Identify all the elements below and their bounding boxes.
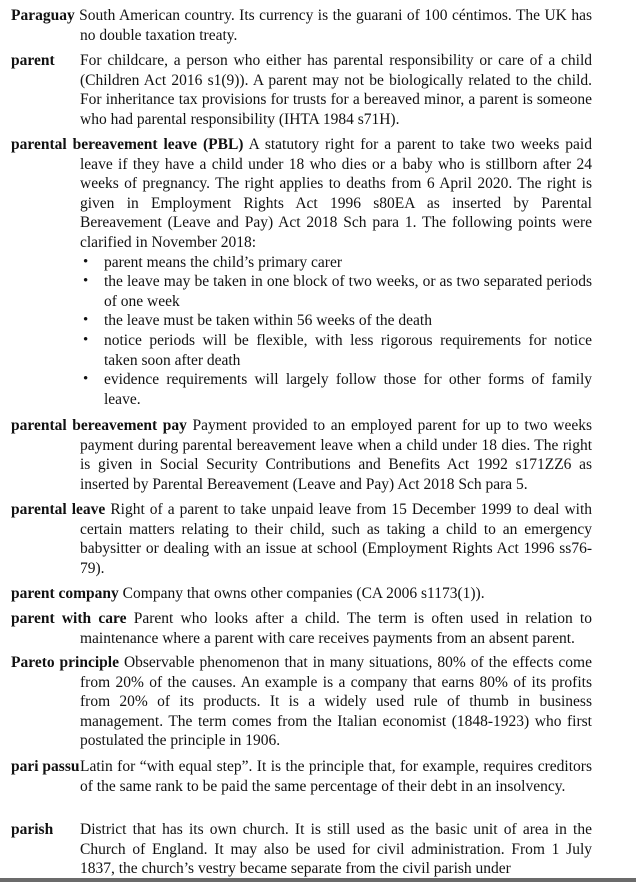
entry-definition: Parent who looks after a child. The term is often used in relation to maintenance where a parent with care receives payments from an absent parent. [80,610,592,647]
entry-term: parent company [11,585,119,602]
entry-term: parent [11,52,55,69]
entry-parental-bereavement-pay [0,416,636,494]
entry-parental-leave [0,500,636,578]
entry-term: parish [11,821,54,838]
entry-term: parental bereavement leave (PBL) [11,136,244,153]
entry-term: Paraguay [11,7,75,24]
entry-pareto-principle [0,653,636,751]
entry-term: pari passu [11,758,80,775]
entry-parent [0,51,636,129]
list-item: • the leave must be taken within 56 weeks of the death [80,311,592,331]
entry-term: Pareto principle [11,654,119,671]
entry-definition: For childcare, a person who either has parental responsibility or care of a child (Children Act 2016 s1(9)). A parent may not be biologically related to the child. For inheritance tax provisions for trusts for a bereaved minor, a parent is someone who had parental responsibility (IHTA 1984 s71H). [80,52,592,128]
bottom-border [0,878,636,882]
entry-definition: South American country. Its currency is the guarani of 100 céntimos. The UK has no double taxation treaty. [79,7,592,44]
entry-definition: Payment provided to an employed parent for up to two weeks payment during parental bereavement leave when a child under 18 dies. The right is given in Social Security Contributions and Benefits Act 1992 s171ZZ6 as inserted by Parental Bereavement (Leave and Pay) Act 2018 Sch para 5. [80,417,592,493]
entry-parent-company [0,584,636,604]
bullet-list [80,253,592,410]
list-item: • the leave may be taken in one block of two weeks, or as two separated periods of one week [80,272,592,311]
entry-term: parental leave [11,501,106,518]
entry-parent-with-care [0,609,636,648]
entry-definition: Observable phenomenon that in many situations, 80% of the effects come from 20% of the causes. An example is a company that earns 80% of its profits from 20% of its products. It is a widely used rule of thumb in business management. The term comes from the Italian economist (1848-1923) who first postulated the principle in 1906. [80,654,592,750]
entry-definition: A statutory right for a parent to take two weeks paid leave if they have a child under 18 who dies or a baby who is stillborn after 24 weeks of pregnancy. The right applies to deaths from 6 April 2020. The right is given in Employment Rights Act 1996 s80EA as inserted by Parental Bereavement (Leave and Pay) Act 2018 Sch para 1. The following points were clarified in November 2018: [80,136,592,251]
entry-pari-passu [0,757,636,796]
entry-term: parental bereavement pay [11,417,187,434]
list-item: • parent means the child’s primary carer [80,253,592,273]
entry-paraguay [0,6,636,45]
list-item: • evidence requirements will largely follow those for other forms of family leave. [80,370,592,409]
entry-definition: Latin for “with equal step”. It is the principle that, for example, requires creditors of the same rank to be paid the same percentage of their debt in an insolvency. [80,758,592,795]
entry-definition: Right of a parent to take unpaid leave from 15 December 1999 to deal with certain matters relating to their child, such as taking a child to an emergency babysitter or dealing with an issue at school (Employment Rights Act 1996 ss76-79). [80,501,593,577]
list-item: • notice periods will be flexible, with less rigorous requirements for notice taken soon after death [80,331,592,370]
entry-parental-bereavement-leave [0,135,636,409]
entry-definition: District that has its own church. It is still used as the basic unit of area in the Church of England. It may also be used for civil administration. From 1 July 1837, the church’s vestry became separate from the civil parish under [80,821,592,878]
entry-parish [0,820,636,879]
entry-definition: Company that owns other companies (CA 2006 s1173(1)). [122,585,485,602]
entry-term: parent with care [11,610,127,627]
